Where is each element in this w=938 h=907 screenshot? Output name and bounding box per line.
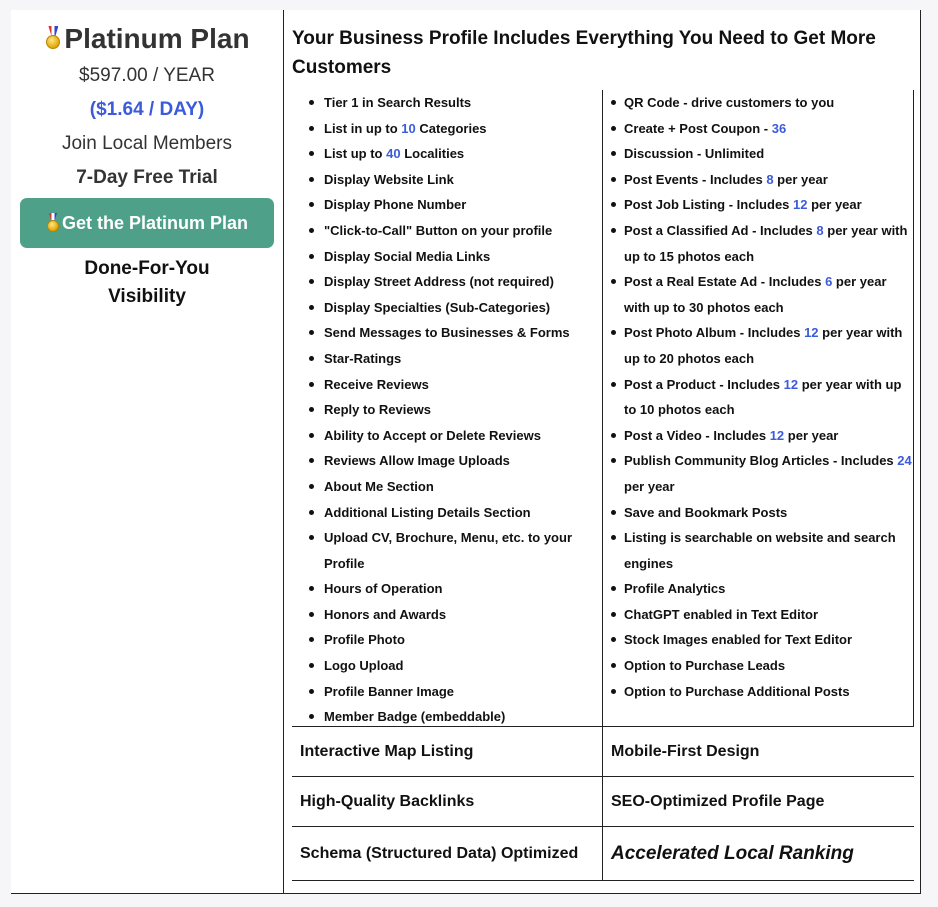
feature-text: Tier 1 in Search Results [324,95,472,110]
feature-item [603,653,913,679]
highlight-row [292,777,914,827]
feature-item [292,525,602,576]
feature-item [292,602,602,628]
plan-title-row [11,22,283,56]
feature-text-suffix: per year with up to 30 photos each [624,274,887,315]
feature-item [292,295,602,321]
highlight-cell: Schema (Structured Data) Optimized [292,827,603,880]
feature-item [603,525,913,576]
feature-item [603,627,913,653]
feature-text: Profile Photo [324,632,405,648]
feature-text: Create + Post Coupon - [624,120,772,136]
feature-count: 8 [816,222,824,238]
feature-text: Logo Upload [324,658,404,674]
feature-item [603,116,913,142]
feature-text: Discussion - Unlimited [624,146,765,162]
feature-text: Member Badge (embeddable) [324,709,506,725]
features-column-right [603,90,913,704]
feature-text-suffix: per year with up to 10 photos each [624,376,902,418]
feature-count: 8 [766,171,774,187]
feature-text: Hours of Operation [324,581,443,597]
feature-text: Display Website Link [324,171,454,187]
feature-item [292,269,602,295]
feature-text-suffix: per year [807,197,862,213]
get-platinum-plan-button[interactable] [20,198,274,248]
feature-item [292,679,602,705]
feature-text: Additional Listing Details Section [324,504,531,520]
feature-count: 36 [771,120,787,136]
feature-count: 6 [825,274,833,290]
highlight-cell: Mobile-First Design [611,742,760,760]
feature-text: Publish Community Blog Articles - Includes [624,453,898,469]
feature-item [292,346,602,372]
feature-item [292,244,602,270]
feature-count: 12 [793,197,808,213]
feature-text: Save and Bookmark Posts [624,504,788,520]
feature-count: 24 [897,453,912,469]
feature-text: Option to Purchase Leads [624,658,786,674]
feature-item [292,192,602,218]
feature-text: Profile Analytics [624,581,726,597]
feature-text: Post a Product - Includes [624,376,784,392]
free-trial-text: 7-Day Free Trial [76,167,218,188]
features-table [292,90,914,727]
feature-item [603,167,913,193]
feature-item [292,320,602,346]
plan-price: $597.00 / YEAR [79,65,215,86]
feature-item [292,141,602,167]
feature-text: QR Code - drive customers to you [624,95,835,110]
feature-item [292,500,602,526]
feature-text: Post Events - Includes [624,171,767,187]
feature-item [292,167,602,193]
feature-text-suffix: per year [773,171,828,187]
feature-text: Post Photo Album - Includes [624,325,805,341]
feature-text: Display Social Media Links [324,248,491,264]
feature-text: Post a Video - Includes [624,427,770,443]
feature-item [603,218,913,269]
feature-item [603,90,913,116]
feature-count: 12 [769,427,785,443]
plan-title: Platinum Plan [64,23,250,54]
feature-count: 12 [804,325,819,341]
feature-text-suffix: per year [624,478,675,494]
feature-text: Star-Ratings [324,350,402,366]
feature-item [292,474,602,500]
feature-item [292,397,602,423]
medal-icon [44,26,62,52]
feature-text: Option to Purchase Additional Posts [624,683,850,699]
medal-icon [46,213,60,233]
highlights-grid [292,727,914,881]
feature-item [603,423,913,449]
feature-item [292,576,602,602]
cta-label: Get the Platinum Plan [61,212,249,233]
highlight-row [292,827,914,881]
feature-text: Display Phone Number [324,197,467,213]
feature-item [292,653,602,679]
join-members-text: Join Local Members [61,133,233,154]
feature-item [292,116,602,142]
feature-item [603,192,913,218]
feature-item [603,576,913,602]
features-column-left [292,90,603,726]
feature-text: Post a Classified Ad - Includes [624,222,817,238]
feature-text: Display Street Address (not required) [324,274,554,290]
feature-item [603,602,913,628]
feature-item [292,90,602,116]
feature-item [603,141,913,167]
feature-text: List up to [324,146,387,162]
feature-text-suffix: Localities [400,146,465,162]
feature-item [292,423,602,449]
features-heading: Your Business Profile Includes Everything You Need to Get More Customers [292,28,876,78]
features-panel [284,10,920,864]
feature-count: 10 [401,120,416,136]
highlight-cell: High-Quality Backlinks [292,777,603,826]
feature-text: Send Messages to Businesses & Forms [324,325,570,341]
feature-text: Post a Real Estate Ad - Includes [624,274,826,290]
feature-item [603,320,913,371]
feature-text: Post Job Listing - Includes [624,197,794,213]
plan-tagline: Done-For-You Visibility [84,258,210,307]
feature-text: List in up to [324,120,402,136]
feature-text-suffix: per year with up to 20 photos each [624,325,903,366]
highlight-cell: SEO-Optimized Profile Page [611,792,825,810]
feature-text: Profile Banner Image [324,683,455,699]
feature-item [292,704,602,730]
feature-text: Receive Reviews [324,376,429,392]
feature-text: Reply to Reviews [324,402,431,418]
feature-text: About Me Section [324,478,434,494]
pricing-card [11,10,921,894]
feature-item [603,679,913,705]
feature-text: Upload CV, Brochure, Menu, etc. to your Profile [324,530,572,571]
feature-item [292,627,602,653]
feature-item [292,218,602,244]
feature-item [603,372,913,423]
highlight-cell: Interactive Map Listing [292,727,603,776]
feature-text: Reviews Allow Image Uploads [324,453,510,469]
feature-text: Listing is searchable on website and search engines [624,530,896,571]
feature-text: Ability to Accept or Delete Reviews [324,427,541,443]
feature-text-suffix: Categories [415,120,487,136]
feature-text: ChatGPT enabled in Text Editor [624,606,819,622]
feature-count: 12 [783,376,799,392]
feature-item [603,448,913,499]
plan-summary [11,10,284,893]
highlight-row [292,727,914,777]
feature-text: Display Specialties (Sub-Categories) [324,299,551,315]
feature-item [603,500,913,526]
plan-price-per-day: ($1.64 / DAY) [89,99,205,120]
feature-item [292,372,602,398]
feature-text: Stock Images enabled for Text Editor [624,632,853,648]
feature-count: 40 [386,146,401,162]
feature-item [292,448,602,474]
feature-text-suffix: per year [784,427,839,443]
feature-text: Honors and Awards [324,606,447,622]
highlight-cell: Accelerated Local Ranking [611,842,854,864]
feature-text-suffix: per year with up to 15 photos each [624,222,908,264]
feature-text: "Click-to-Call" Button on your profile [324,222,553,238]
feature-item [603,269,913,320]
